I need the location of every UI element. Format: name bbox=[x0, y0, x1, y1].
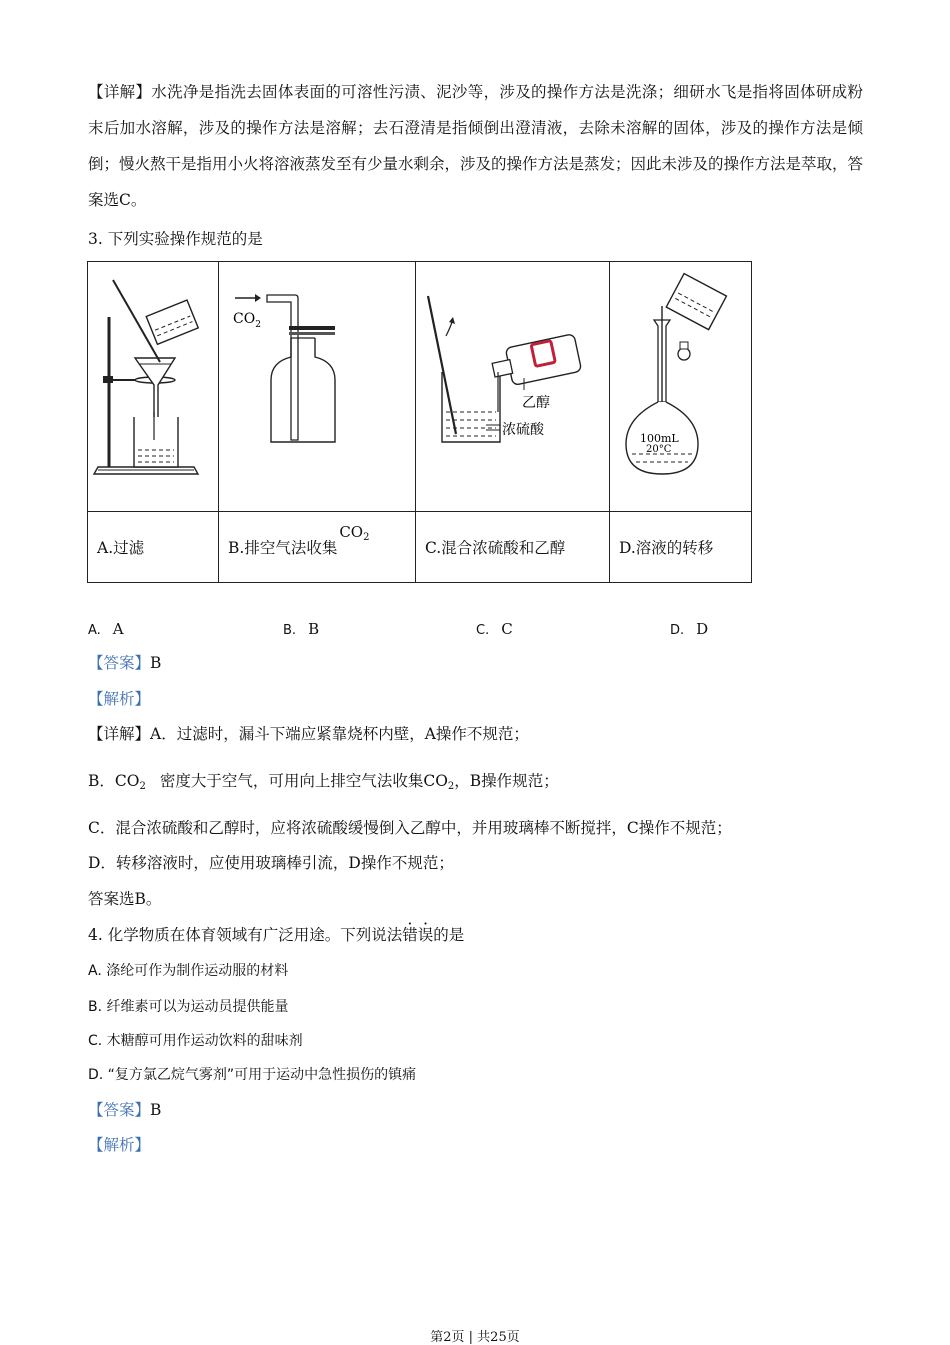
cell-c-label: C.混合浓硫酸和乙醇 bbox=[416, 512, 610, 583]
q3-detail-d: D．转移溶液时，应使用玻璃棒引流，D操作不规范； bbox=[88, 854, 454, 872]
figure-a-cell bbox=[88, 262, 219, 512]
q4-option-b: B. 纤维素可以为运动员提供能量 bbox=[88, 999, 289, 1015]
prev-detail-paragraph bbox=[88, 74, 863, 218]
figure-c-cell bbox=[416, 262, 610, 512]
q3-detail-b: B．$CO_2$ 密度大于空气，可用向上排空气法收集$CO_2$，B操作规范； bbox=[88, 772, 559, 792]
filtration-apparatus-diagram bbox=[88, 262, 218, 507]
q4-analysis-tag: 【解析】 bbox=[88, 1136, 151, 1154]
q4-option-c: C. 木糖醇可用作运动饮料的甜味剂 bbox=[88, 1033, 303, 1049]
mixing-acid-diagram bbox=[416, 262, 609, 507]
q3-answer: 【答案】B bbox=[88, 654, 162, 672]
cell-b-formula: CO bbox=[339, 522, 364, 541]
q4-option-d: D. “复方氯乙烷气雾剂”可用于运动中急性损伤的镇痛 bbox=[88, 1067, 417, 1083]
volumetric-flask-diagram bbox=[610, 262, 751, 507]
figure-b-cell bbox=[219, 262, 416, 512]
q4-option-a: A. 涤纶可作为制作运动服的材料 bbox=[88, 963, 289, 979]
q3-figure-table bbox=[87, 261, 752, 583]
gas-collection-bottle-diagram bbox=[219, 262, 415, 507]
choice-d: D. D bbox=[670, 620, 709, 638]
figure-d-cell bbox=[610, 262, 752, 512]
flask-temp-label: 20°C bbox=[646, 444, 672, 455]
flask-volume-label: 100mL bbox=[640, 432, 679, 445]
choice-b: B. B bbox=[283, 620, 320, 638]
question-4-stem: 4. 化学物质在体育领域有广泛用途。下列说法错误的是 bbox=[88, 926, 465, 944]
choice-a: A. A bbox=[88, 620, 124, 638]
conc-sulfuric-acid-label: 浓硫酸 bbox=[502, 422, 544, 438]
q3-detail-a: 【详解】A．过滤时，漏斗下端应紧靠烧杯内壁，A操作不规范； bbox=[88, 725, 529, 743]
q4-answer: 【答案】B bbox=[88, 1101, 162, 1119]
question-3-stem: 3. 下列实验操作规范的是 bbox=[88, 230, 263, 248]
page-footer: 第2页 | 共25页 bbox=[430, 1330, 520, 1345]
cell-a-label: A.过滤 bbox=[88, 512, 219, 583]
q3-conclusion: 答案选B。 bbox=[88, 890, 162, 908]
cell-b-label: B.排空气法收集$CO_2$ bbox=[219, 512, 416, 583]
co2-label: $CO_2$ bbox=[233, 311, 261, 330]
detail-text: 水洗净是指洗去固体表面的可溶性污渍、泥沙等，涉及的操作方法是洗涤；细研水飞是指将固体研成粉末后加水溶解，涉及的操作方法是溶解；去石澄清是指倾倒出澄清液，去除未溶解的固体，涉及的操作方法是倾倒；慢火熬干是指用小火将溶液蒸发至有少量水剩余，涉及的操作方法是蒸发；因此未涉及的操作方法是萃取，答案选C。 bbox=[88, 83, 864, 209]
ethanol-label: 乙醇 bbox=[522, 395, 550, 411]
choice-c: C. C bbox=[476, 620, 513, 638]
q3-analysis-tag: 【解析】 bbox=[88, 690, 151, 708]
detail-tag: 【详解】 bbox=[88, 83, 152, 101]
q3-detail-c: C．混合浓硫酸和乙醇时，应将浓硫酸缓慢倒入乙醇中，并用玻璃棒不断搅拌，C操作不规范； bbox=[88, 819, 732, 837]
cell-d-label: D.溶液的转移 bbox=[610, 512, 752, 583]
